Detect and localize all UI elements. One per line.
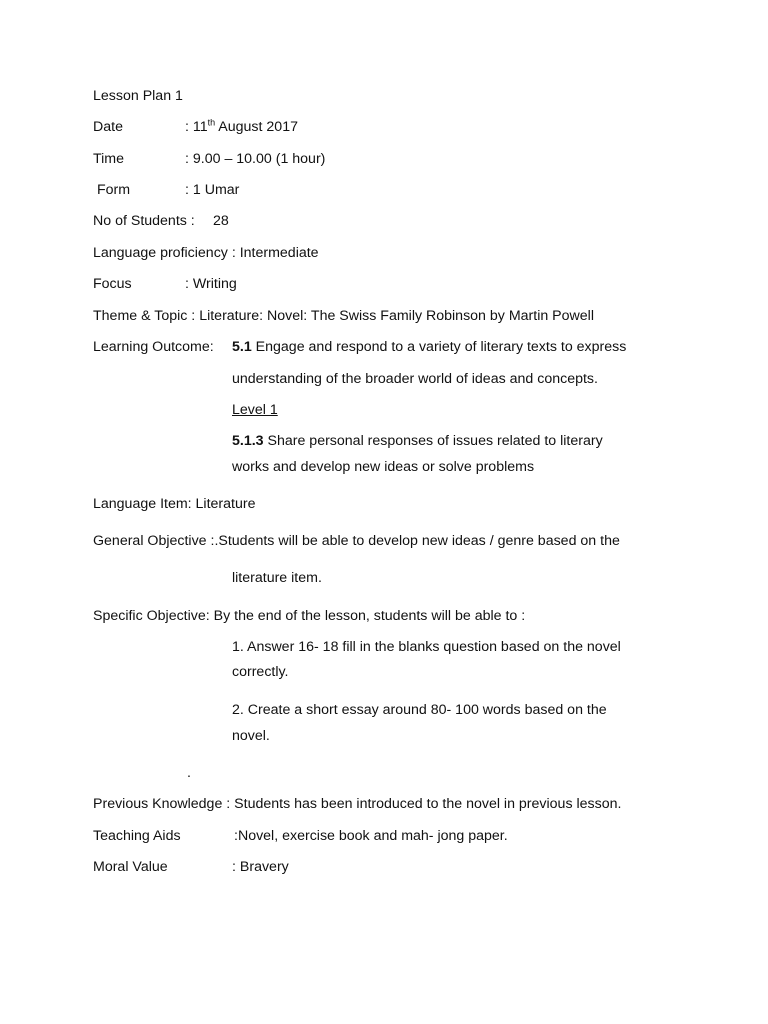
learning-outcome-line1: 5.1 Engage and respond to a variety of literary texts to express (232, 339, 627, 355)
learning-outcome-line2: understanding of the broader world of ideas and concepts. (232, 371, 598, 387)
teaching-aids-label: Teaching Aids (93, 828, 181, 844)
moral-value-label: Moral Value (93, 859, 168, 875)
general-objective-line2: literature item. (232, 570, 322, 586)
specific-objective-label: Specific Objective: By the end of the lesson, students will be able to : (93, 608, 526, 624)
form-value: : 1 Umar (185, 182, 240, 198)
previous-knowledge-line: Previous Knowledge : Students has been introduced to the novel in previous lesson. (93, 796, 622, 812)
students-value: 28 (213, 213, 229, 229)
sub-outcome-line1: 5.1.3 Share personal responses of issues related to literary (232, 433, 603, 449)
objective-item1-line2: correctly. (232, 664, 289, 680)
proficiency-line: Language proficiency : Intermediate (93, 245, 319, 261)
time-value: : 9.00 – 10.00 (1 hour) (185, 151, 326, 167)
learning-outcome-label: Learning Outcome: (93, 339, 214, 355)
objective-item2-line1: 2. Create a short essay around 80- 100 words based on the (232, 702, 607, 718)
level-heading: Level 1 (232, 402, 278, 418)
theme-line: Theme & Topic : Literature: Novel: The Swiss Family Robinson by Martin Powell (93, 308, 594, 324)
teaching-aids-value: :Novel, exercise book and mah- jong paper. (234, 828, 508, 844)
stray-dot: . (187, 765, 191, 781)
date-label: Date (93, 119, 123, 135)
objective-item1-line1: 1. Answer 16- 18 fill in the blanks question based on the novel (232, 639, 621, 655)
students-label: No of Students : (93, 213, 195, 229)
general-objective-line1: General Objective :.Students will be able to develop new ideas / genre based on the (93, 533, 620, 549)
time-label: Time (93, 151, 125, 167)
focus-value: : Writing (185, 276, 237, 292)
moral-value-value: : Bravery (232, 859, 289, 875)
form-label: Form (97, 182, 131, 198)
date-value: : 11th August 2017 (185, 117, 298, 135)
sub-outcome-line2: works and develop new ideas or solve problems (232, 459, 535, 475)
language-item-line: Language Item: Literature (93, 496, 256, 512)
objective-item2-line2: novel. (232, 728, 270, 744)
page-title: Lesson Plan 1 (93, 88, 183, 104)
focus-label: Focus (93, 276, 132, 292)
